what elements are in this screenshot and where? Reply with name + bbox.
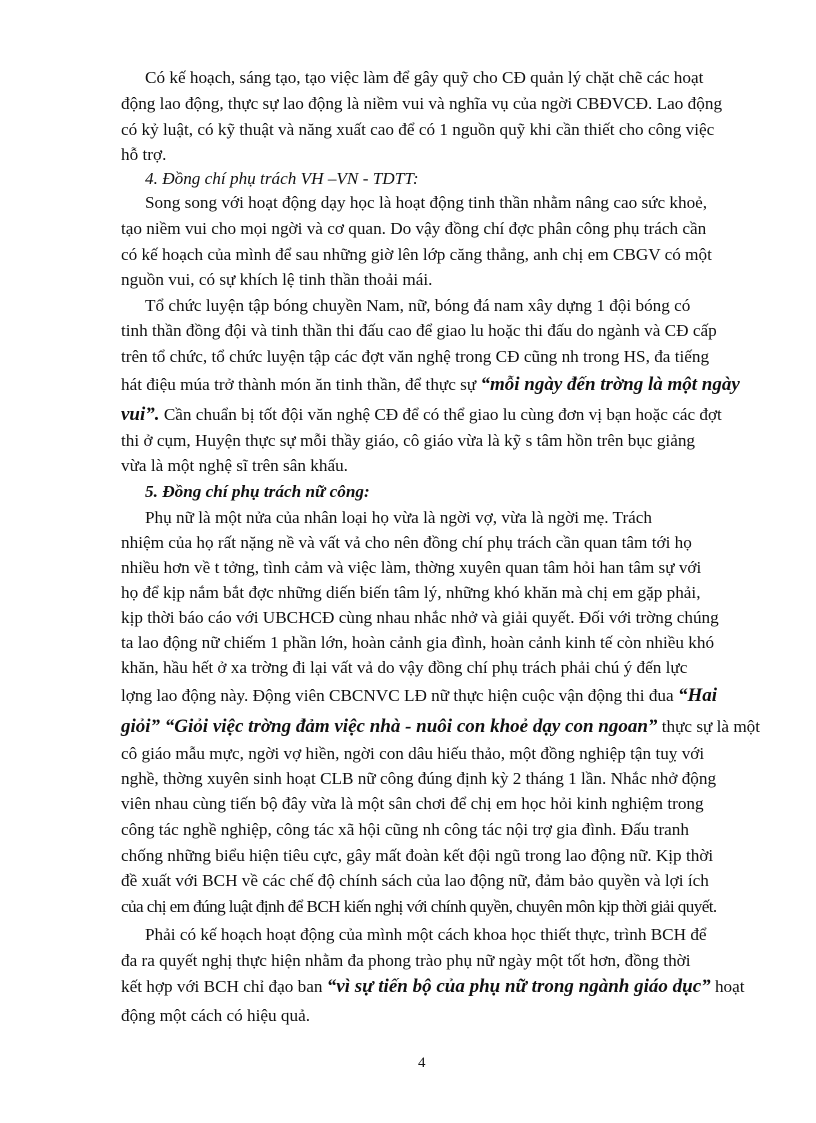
emphasis-quote: “mỗi ngày đến trờng là một ngày [480, 374, 740, 395]
paragraph-line: Phải có kế hoạch hoạt động của mình một cách khoa học thiết thực, trình BCH để [145, 925, 707, 944]
paragraph-line [121, 716, 760, 738]
page-number: 4 [418, 1055, 426, 1071]
paragraph-line: viên nhau cùng tiến bộ đây vừa là một sân chơi để chị em học hỏi kinh nghiệm trong [121, 794, 704, 813]
paragraph-line: họ để kịp nắm bắt đợc những diến biến tâm lý, những khó khăn mà chị em gặp phải, [121, 583, 701, 602]
paragraph-line: ta lao động nữ chiếm 1 phần lớn, hoàn cảnh gia đình, hoàn cảnh kinh tế còn nhiều khó [121, 633, 715, 652]
paragraph-line: tinh thần đồng đội và tinh thần thi đấu cao để giao lu hoặc thi đấu do ngành và CĐ cấp [121, 321, 717, 340]
emphasis-quote: “Hai [677, 685, 718, 706]
emphasis-quote: giỏi” “Giỏi việc trờng đảm việc nhà - nuôi con khoẻ dạy con ngoan” [121, 716, 658, 737]
paragraph-line: Có kế hoạch, sáng tạo, tạo việc làm để gây quỹ cho CĐ quản lý chặt chẽ các hoạt [145, 68, 704, 87]
paragraph-text: Cần chuẩn bị tốt đội văn nghệ CĐ để có thể giao lu cùng đơn vị bạn hoặc các đợt [159, 405, 722, 424]
paragraph-text: kết hợp với BCH chỉ đạo ban [121, 977, 327, 996]
paragraph-line: vừa là một nghệ sĩ trên sân khấu. [121, 456, 348, 475]
section-heading-5: 5. Đồng chí phụ trách nữ công: [145, 482, 370, 501]
paragraph-line: có kỷ luật, có kỹ thuật và năng xuất cao để có 1 nguồn quỹ khi cần thiết cho công việc [121, 120, 715, 139]
paragraph-line: có kế hoạch của mình để sau những giờ lên lớp căng thẳng, anh chị em CBGV có một [121, 245, 712, 264]
paragraph-line [121, 374, 740, 396]
paragraph-line: Tổ chức luyện tập bóng chuyền Nam, nữ, bóng đá nam xây dựng 1 đội bóng có [145, 296, 691, 315]
paragraph-line: Phụ nữ là một nửa của nhân loại họ vừa là ngời vợ, vừa là ngời mẹ. Trách [145, 508, 653, 527]
paragraph-line: Song song với hoạt động dạy học là hoạt động tinh thần nhằm nâng cao sức khoẻ, [145, 193, 708, 212]
paragraph-line: động lao động, thực sự lao động là niềm vui và nghĩa vụ của ngời CBĐVCĐ. Lao động [121, 94, 723, 113]
emphasis-quote: vui”. [121, 404, 160, 425]
paragraph-line: cô giáo mẫu mực, ngời vợ hiền, ngời con dâu hiếu thảo, một đồng nghiệp tận tuỵ với [121, 744, 705, 763]
emphasis-quote: “vì sự tiến bộ của phụ nữ trong ngành giáo dục” [326, 976, 711, 997]
paragraph-line [121, 404, 722, 426]
paragraph-text: thực sự là một [657, 717, 761, 736]
paragraph-line [121, 685, 717, 707]
paragraph-line: trên tổ chức, tổ chức luyện tập các đợt văn nghệ trong CĐ cũng nh trong HS, đa tiếng [121, 347, 710, 366]
paragraph-line: kịp thời báo cáo với UBCHCĐ cùng nhau nhắc nhở và giải quyết. Đối với trờng chúng [121, 608, 719, 627]
paragraph-line: đề xuất với BCH về các chế độ chính sách của lao động nữ, đảm bảo quyền và lợi ích [121, 871, 709, 890]
paragraph-text: hát điệu múa trở thành món ăn tinh thần, để thực sự [121, 375, 481, 394]
paragraph-text: hoạt [710, 977, 745, 996]
paragraph-line: đa ra quyết nghị thực hiện nhằm đa phong trào phụ nữ ngày một tốt hơn, đồng thời [121, 951, 691, 970]
paragraph-line: khăn, hầu hết ở xa trờng đi lại vất vả do vậy đồng chí phụ trách phải chú ý đến lực [121, 658, 688, 677]
paragraph-line: của chị em đúng luật định để BCH kiến nghị với chính quyền, chuyên môn kịp thời giải quyết. [121, 897, 717, 916]
paragraph-line: hỗ trợ. [121, 145, 167, 164]
paragraph-line: chống những biểu hiện tiêu cực, gây mất đoàn kết đội ngũ trong lao động nữ. Kịp thời [121, 846, 714, 865]
section-heading-4: 4. Đồng chí phụ trách VH –VN - TDTT: [145, 169, 419, 188]
paragraph-line: công tác nghề nghiệp, công tác xã hội cũng nh công tác nội trợ gia đình. Đấu tranh [121, 820, 689, 839]
paragraph-line [121, 976, 745, 998]
paragraph-line: nhiều hơn về t tởng, tình cảm và việc làm, thờng xuyên quan tâm hỏi han tâm sự với [121, 558, 702, 577]
paragraph-line: nghề, thờng xuyên sinh hoạt CLB nữ công đúng định kỳ 2 tháng 1 lần. Nhắc nhở động [121, 769, 717, 788]
paragraph-text: lợng lao động này. Động viên CBCNVC LĐ nữ thực hiện cuộc vận động thi đua [121, 686, 678, 705]
paragraph-line: nguồn vui, có sự khích lệ tinh thần thoải mái. [121, 270, 433, 289]
paragraph-line: tạo niềm vui cho mọi ngời và cơ quan. Do vậy đồng chí đợc phân công phụ trách cần [121, 219, 707, 238]
paragraph-line: động một cách có hiệu quả. [121, 1006, 311, 1025]
paragraph-line: nhiệm của họ rất nặng nề và vất vả cho nên đồng chí phụ trách cần quan tâm tới họ [121, 533, 692, 552]
paragraph-line: thi ở cụm, Huyện thực sự mỗi thầy giáo, cô giáo vừa là kỹ s tâm hồn trên bục giảng [121, 431, 696, 450]
